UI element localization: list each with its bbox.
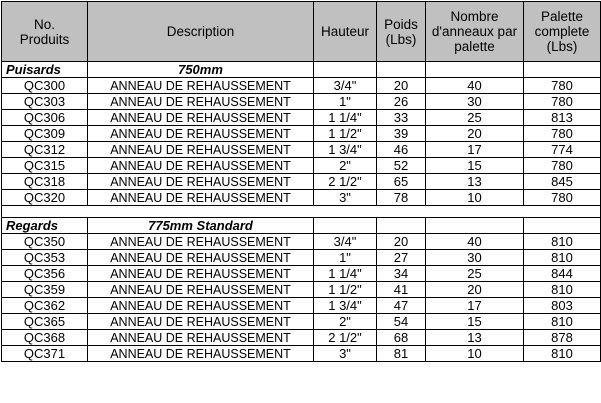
table-row	[2, 346, 601, 362]
section-empty-cell	[524, 218, 601, 234]
table-row	[2, 110, 601, 126]
cell-rings-per-pallet: 30	[426, 94, 524, 110]
cell-product-no: QC371	[2, 346, 88, 362]
table-row	[2, 126, 601, 142]
cell-description: ANNEAU DE REHAUSSEMENT	[88, 234, 314, 250]
table-row	[2, 234, 601, 250]
cell-weight: 26	[377, 94, 426, 110]
header-description: Description	[88, 2, 314, 62]
cell-rings-per-pallet: 17	[426, 298, 524, 314]
cell-description: ANNEAU DE REHAUSSEMENT	[88, 190, 314, 206]
cell-weight: 46	[377, 142, 426, 158]
table-row	[2, 94, 601, 110]
cell-weight: 68	[377, 330, 426, 346]
cell-description: ANNEAU DE REHAUSSEMENT	[88, 174, 314, 190]
table-row	[2, 298, 601, 314]
table-row	[2, 330, 601, 346]
section-empty-cell	[524, 62, 601, 78]
cell-description: ANNEAU DE REHAUSSEMENT	[88, 346, 314, 362]
cell-rings-per-pallet: 15	[426, 314, 524, 330]
section-size: 750mm	[88, 62, 314, 78]
spacer-cell	[2, 206, 601, 218]
cell-rings-per-pallet: 15	[426, 158, 524, 174]
cell-product-no: QC353	[2, 250, 88, 266]
section-empty-cell	[377, 62, 426, 78]
cell-height: 1"	[314, 94, 377, 110]
section-empty-cell	[314, 218, 377, 234]
cell-full-pallet: 780	[524, 78, 601, 94]
cell-height: 1 1/2"	[314, 282, 377, 298]
cell-rings-per-pallet: 10	[426, 190, 524, 206]
cell-description: ANNEAU DE REHAUSSEMENT	[88, 330, 314, 346]
section-empty-cell	[314, 62, 377, 78]
cell-weight: 41	[377, 282, 426, 298]
cell-rings-per-pallet: 25	[426, 110, 524, 126]
cell-description: ANNEAU DE REHAUSSEMENT	[88, 110, 314, 126]
cell-height: 2"	[314, 314, 377, 330]
cell-description: ANNEAU DE REHAUSSEMENT	[88, 250, 314, 266]
cell-full-pallet: 845	[524, 174, 601, 190]
header-weight: Poids (Lbs)	[377, 2, 426, 62]
cell-description: ANNEAU DE REHAUSSEMENT	[88, 282, 314, 298]
cell-description: ANNEAU DE REHAUSSEMENT	[88, 314, 314, 330]
cell-height: 3"	[314, 190, 377, 206]
cell-height: 3/4"	[314, 78, 377, 94]
cell-weight: 81	[377, 346, 426, 362]
cell-product-no: QC315	[2, 158, 88, 174]
cell-full-pallet: 780	[524, 158, 601, 174]
cell-weight: 52	[377, 158, 426, 174]
table-row	[2, 314, 601, 330]
cell-height: 3"	[314, 346, 377, 362]
cell-weight: 20	[377, 78, 426, 94]
cell-height: 1"	[314, 250, 377, 266]
cell-description: ANNEAU DE REHAUSSEMENT	[88, 94, 314, 110]
cell-product-no: QC356	[2, 266, 88, 282]
table-row	[2, 158, 601, 174]
cell-rings-per-pallet: 20	[426, 282, 524, 298]
section-name: Regards	[2, 218, 88, 234]
cell-full-pallet: 780	[524, 126, 601, 142]
cell-full-pallet: 780	[524, 94, 601, 110]
cell-product-no: QC312	[2, 142, 88, 158]
cell-description: ANNEAU DE REHAUSSEMENT	[88, 266, 314, 282]
cell-weight: 47	[377, 298, 426, 314]
cell-rings-per-pallet: 17	[426, 142, 524, 158]
cell-height: 1 1/4"	[314, 110, 377, 126]
cell-weight: 27	[377, 250, 426, 266]
cell-description: ANNEAU DE REHAUSSEMENT	[88, 158, 314, 174]
cell-height: 1 1/2"	[314, 126, 377, 142]
section-empty-cell	[377, 218, 426, 234]
cell-product-no: QC362	[2, 298, 88, 314]
header-product-no: No. Produits	[2, 2, 88, 62]
cell-rings-per-pallet: 20	[426, 126, 524, 142]
cell-full-pallet: 810	[524, 314, 601, 330]
table-row	[2, 266, 601, 282]
cell-full-pallet: 810	[524, 234, 601, 250]
section-header-row	[2, 62, 601, 78]
cell-product-no: QC309	[2, 126, 88, 142]
cell-full-pallet: 878	[524, 330, 601, 346]
header-row	[2, 2, 601, 62]
cell-description: ANNEAU DE REHAUSSEMENT	[88, 78, 314, 94]
cell-product-no: QC359	[2, 282, 88, 298]
cell-weight: 78	[377, 190, 426, 206]
cell-height: 3/4"	[314, 234, 377, 250]
table-row	[2, 142, 601, 158]
cell-weight: 39	[377, 126, 426, 142]
section-size: 775mm Standard	[88, 218, 314, 234]
cell-weight: 20	[377, 234, 426, 250]
section-header-row	[2, 218, 601, 234]
cell-rings-per-pallet: 40	[426, 78, 524, 94]
cell-height: 1 3/4"	[314, 298, 377, 314]
cell-full-pallet: 810	[524, 282, 601, 298]
cell-height: 1 1/4"	[314, 266, 377, 282]
section-name: Puisards	[2, 62, 88, 78]
table-row	[2, 78, 601, 94]
cell-full-pallet: 813	[524, 110, 601, 126]
cell-product-no: QC306	[2, 110, 88, 126]
cell-description: ANNEAU DE REHAUSSEMENT	[88, 126, 314, 142]
cell-full-pallet: 774	[524, 142, 601, 158]
cell-height: 2"	[314, 158, 377, 174]
cell-rings-per-pallet: 25	[426, 266, 524, 282]
cell-full-pallet: 803	[524, 298, 601, 314]
cell-full-pallet: 810	[524, 346, 601, 362]
cell-product-no: QC300	[2, 78, 88, 94]
cell-product-no: QC320	[2, 190, 88, 206]
cell-rings-per-pallet: 13	[426, 330, 524, 346]
cell-description: ANNEAU DE REHAUSSEMENT	[88, 142, 314, 158]
cell-full-pallet: 780	[524, 190, 601, 206]
cell-product-no: QC350	[2, 234, 88, 250]
header-height: Hauteur	[314, 2, 377, 62]
section-spacer	[2, 206, 601, 218]
cell-height: 2 1/2"	[314, 330, 377, 346]
section-empty-cell	[426, 62, 524, 78]
cell-product-no: QC318	[2, 174, 88, 190]
table-row	[2, 250, 601, 266]
header-full-pallet: Palette complete (Lbs)	[524, 2, 601, 62]
cell-height: 2 1/2"	[314, 174, 377, 190]
cell-product-no: QC303	[2, 94, 88, 110]
cell-height: 1 3/4"	[314, 142, 377, 158]
cell-description: ANNEAU DE REHAUSSEMENT	[88, 298, 314, 314]
header-rings-per-pallet: Nombre d'anneaux par palette	[426, 2, 524, 62]
cell-weight: 65	[377, 174, 426, 190]
cell-weight: 54	[377, 314, 426, 330]
cell-product-no: QC365	[2, 314, 88, 330]
cell-product-no: QC368	[2, 330, 88, 346]
table-row	[2, 190, 601, 206]
cell-weight: 33	[377, 110, 426, 126]
table-row	[2, 174, 601, 190]
cell-rings-per-pallet: 13	[426, 174, 524, 190]
table-row	[2, 282, 601, 298]
cell-rings-per-pallet: 30	[426, 250, 524, 266]
cell-rings-per-pallet: 40	[426, 234, 524, 250]
cell-rings-per-pallet: 10	[426, 346, 524, 362]
cell-full-pallet: 844	[524, 266, 601, 282]
section-empty-cell	[426, 218, 524, 234]
cell-weight: 34	[377, 266, 426, 282]
product-table	[1, 1, 601, 362]
cell-full-pallet: 810	[524, 250, 601, 266]
